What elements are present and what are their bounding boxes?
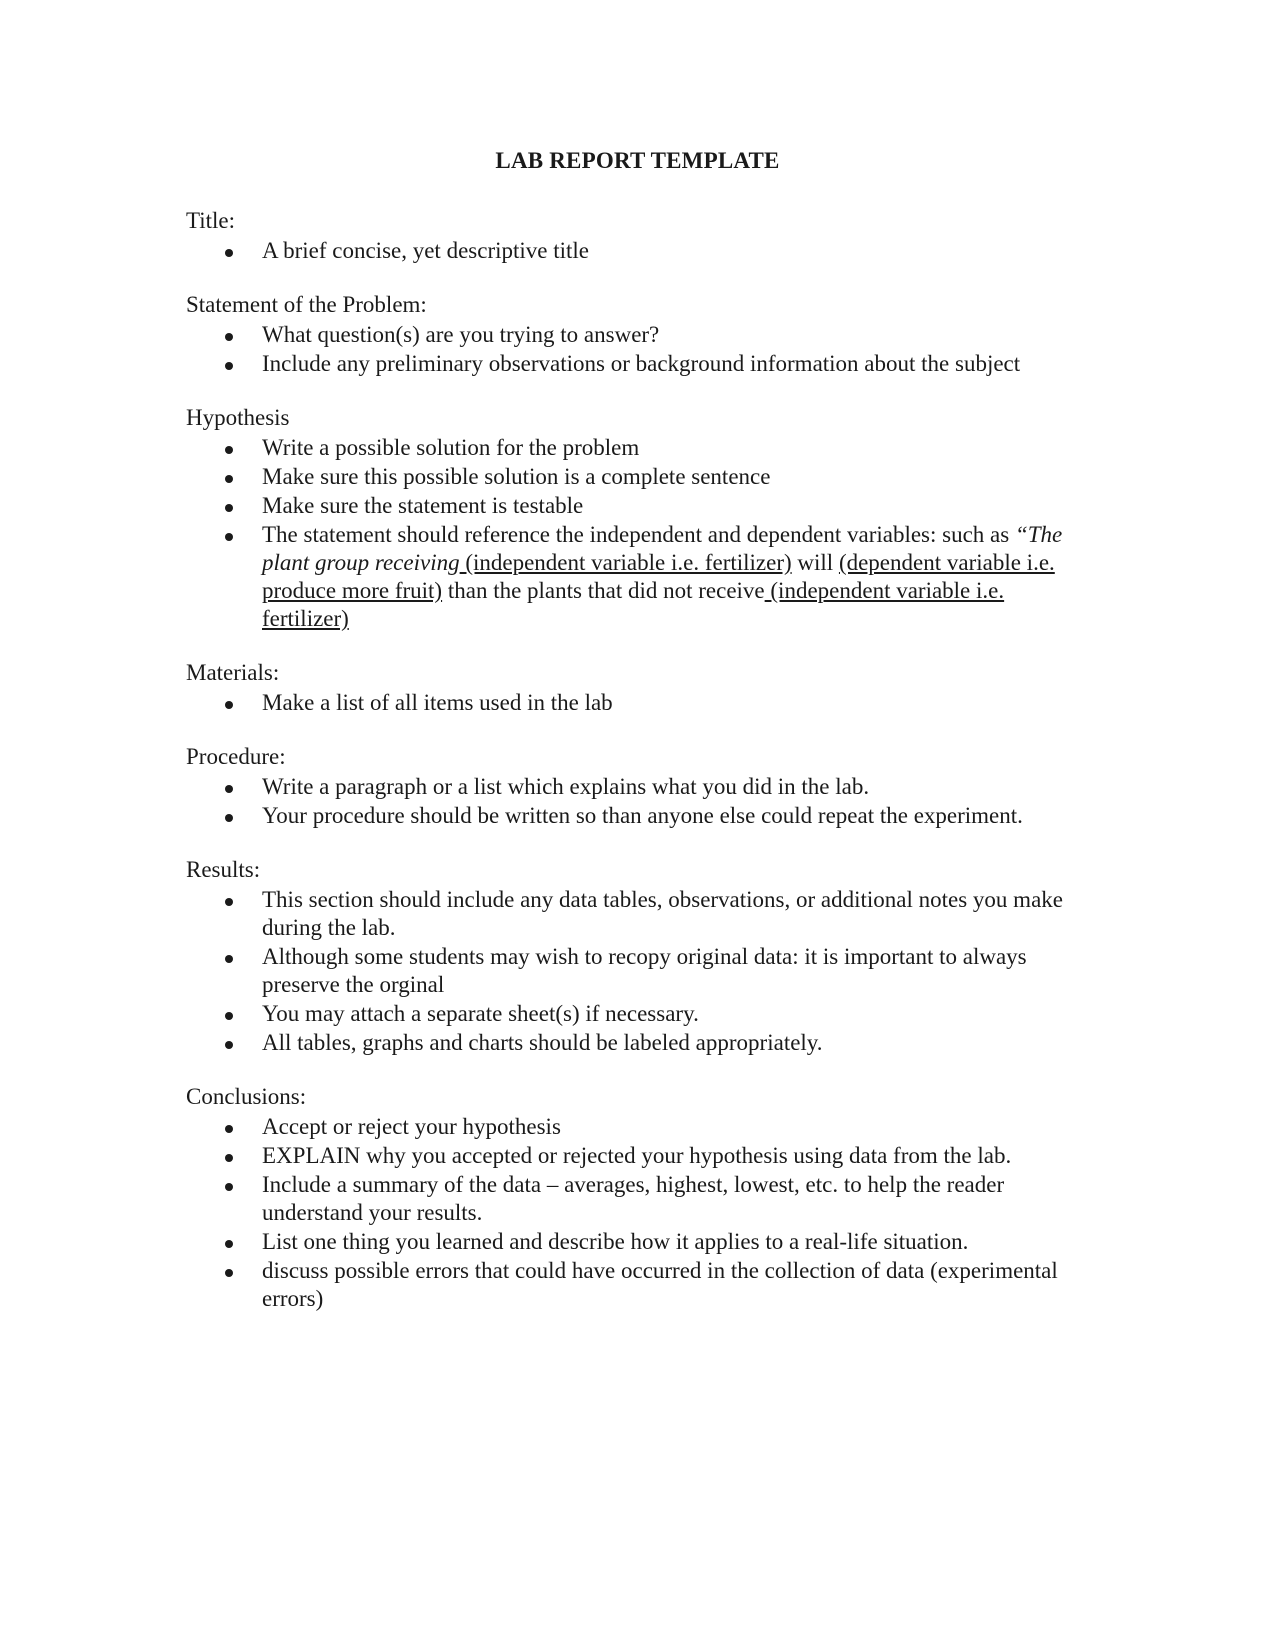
list-item <box>186 1228 1086 1256</box>
bullet-list <box>186 321 1086 378</box>
bullet-icon <box>225 1012 233 1020</box>
section-procedure <box>186 742 1086 830</box>
list-item <box>186 463 1086 491</box>
list-item <box>186 1000 1086 1028</box>
list-item <box>186 1171 1086 1227</box>
section-title <box>186 206 1086 265</box>
bullet-list <box>186 886 1086 1057</box>
example-independent-variable: (independent variable i.e. fertilizer) <box>459 550 792 575</box>
list-item <box>186 350 1086 378</box>
list-item-text: List one thing you learned and describe how it applies to a real-life situation. <box>262 1229 969 1254</box>
list-item <box>186 1142 1086 1170</box>
example-dependent-variable: (dependent variable i.e. produce more fruit) <box>262 550 1055 603</box>
section-hypothesis <box>186 403 1086 633</box>
list-item <box>186 689 1086 717</box>
list-item-text: Make sure this possible solution is a complete sentence <box>262 464 771 489</box>
section-heading: Results: <box>186 857 261 882</box>
bullet-icon <box>225 1154 233 1162</box>
example-lead-text: The statement should reference the independent and dependent variables: such as <box>262 522 1015 547</box>
bullet-icon <box>225 898 233 906</box>
list-item <box>186 943 1086 999</box>
list-item-text: A brief concise, yet descriptive title <box>262 238 589 263</box>
bullet-icon <box>225 814 233 822</box>
list-item-text: All tables, graphs and charts should be labeled appropriately. <box>262 1030 823 1055</box>
section-heading: Procedure: <box>186 744 286 769</box>
section-materials <box>186 658 1086 717</box>
bullet-icon <box>225 1269 233 1277</box>
section-heading: Title: <box>186 208 236 233</box>
list-item <box>186 434 1086 462</box>
list-item <box>186 886 1086 942</box>
section-heading: Statement of the Problem: <box>186 292 427 317</box>
bullet-icon <box>225 1183 233 1191</box>
bullet-icon <box>225 333 233 341</box>
list-item <box>186 773 1086 801</box>
list-item <box>186 1257 1086 1313</box>
bullet-icon <box>225 785 233 793</box>
bullet-icon <box>225 362 233 370</box>
section-results <box>186 855 1086 1057</box>
section-conclusions <box>186 1082 1086 1313</box>
list-item-text: EXPLAIN why you accepted or rejected your hypothesis using data from the lab. <box>262 1143 1012 1168</box>
list-item <box>186 1029 1086 1057</box>
list-item-text: Include a summary of the data – averages, highest, lowest, etc. to help the reader understand your results. <box>262 1172 1005 1225</box>
section-heading: Hypothesis <box>186 405 290 430</box>
bullet-icon <box>225 955 233 963</box>
section-heading: Materials: <box>186 660 280 685</box>
list-item-text: What question(s) are you trying to answer? <box>262 322 660 347</box>
bullet-list <box>186 773 1086 830</box>
bullet-icon <box>225 1240 233 1248</box>
list-item-example <box>186 521 1086 633</box>
list-item-text: Accept or reject your hypothesis <box>262 1114 561 1139</box>
section-problem <box>186 290 1086 378</box>
bullet-list <box>186 434 1086 633</box>
bullet-list <box>186 1113 1086 1313</box>
list-item <box>186 492 1086 520</box>
example-italic-text: “The plant group receiving <box>262 522 1063 575</box>
list-item <box>186 321 1086 349</box>
list-item-text: You may attach a separate sheet(s) if necessary. <box>262 1001 699 1026</box>
example-independent-variable-2: (independent variable i.e. fertilizer) <box>262 578 1005 631</box>
list-item-text: discuss possible errors that could have occurred in the collection of data (experimental errors) <box>262 1258 1058 1311</box>
section-heading: Conclusions: <box>186 1084 307 1109</box>
list-item-text: Make a list of all items used in the lab <box>262 690 613 715</box>
list-item-text: Your procedure should be written so than anyone else could repeat the experiment. <box>262 803 1023 828</box>
bullet-icon <box>225 475 233 483</box>
bullet-icon <box>225 1041 233 1049</box>
list-item-text: This section should include any data tables, observations, or additional notes you make during the lab. <box>262 887 1063 940</box>
list-item <box>186 802 1086 830</box>
bullet-icon <box>225 701 233 709</box>
list-item <box>186 1113 1086 1141</box>
bullet-icon <box>225 533 233 541</box>
list-item-text: Although some students may wish to recopy original data: it is important to always preserve the orginal <box>262 944 1027 997</box>
example-connector-text: will <box>791 550 839 575</box>
bullet-icon <box>225 504 233 512</box>
list-item <box>186 237 1086 265</box>
bullet-list <box>186 689 1086 717</box>
list-item-text: Make sure the statement is testable <box>262 493 584 518</box>
document-title: LAB REPORT TEMPLATE <box>495 148 780 173</box>
bullet-icon <box>225 446 233 454</box>
bullet-list <box>186 237 1086 265</box>
example-comparison-text: than the plants that did not receive <box>442 578 765 603</box>
bullet-icon <box>225 249 233 257</box>
list-item-text: Write a paragraph or a list which explains what you did in the lab. <box>262 774 870 799</box>
document-body <box>186 206 1086 1338</box>
list-item-text: Write a possible solution for the problem <box>262 435 640 460</box>
bullet-icon <box>225 1125 233 1133</box>
list-item-text: Include any preliminary observations or background information about the subject <box>262 351 1021 376</box>
